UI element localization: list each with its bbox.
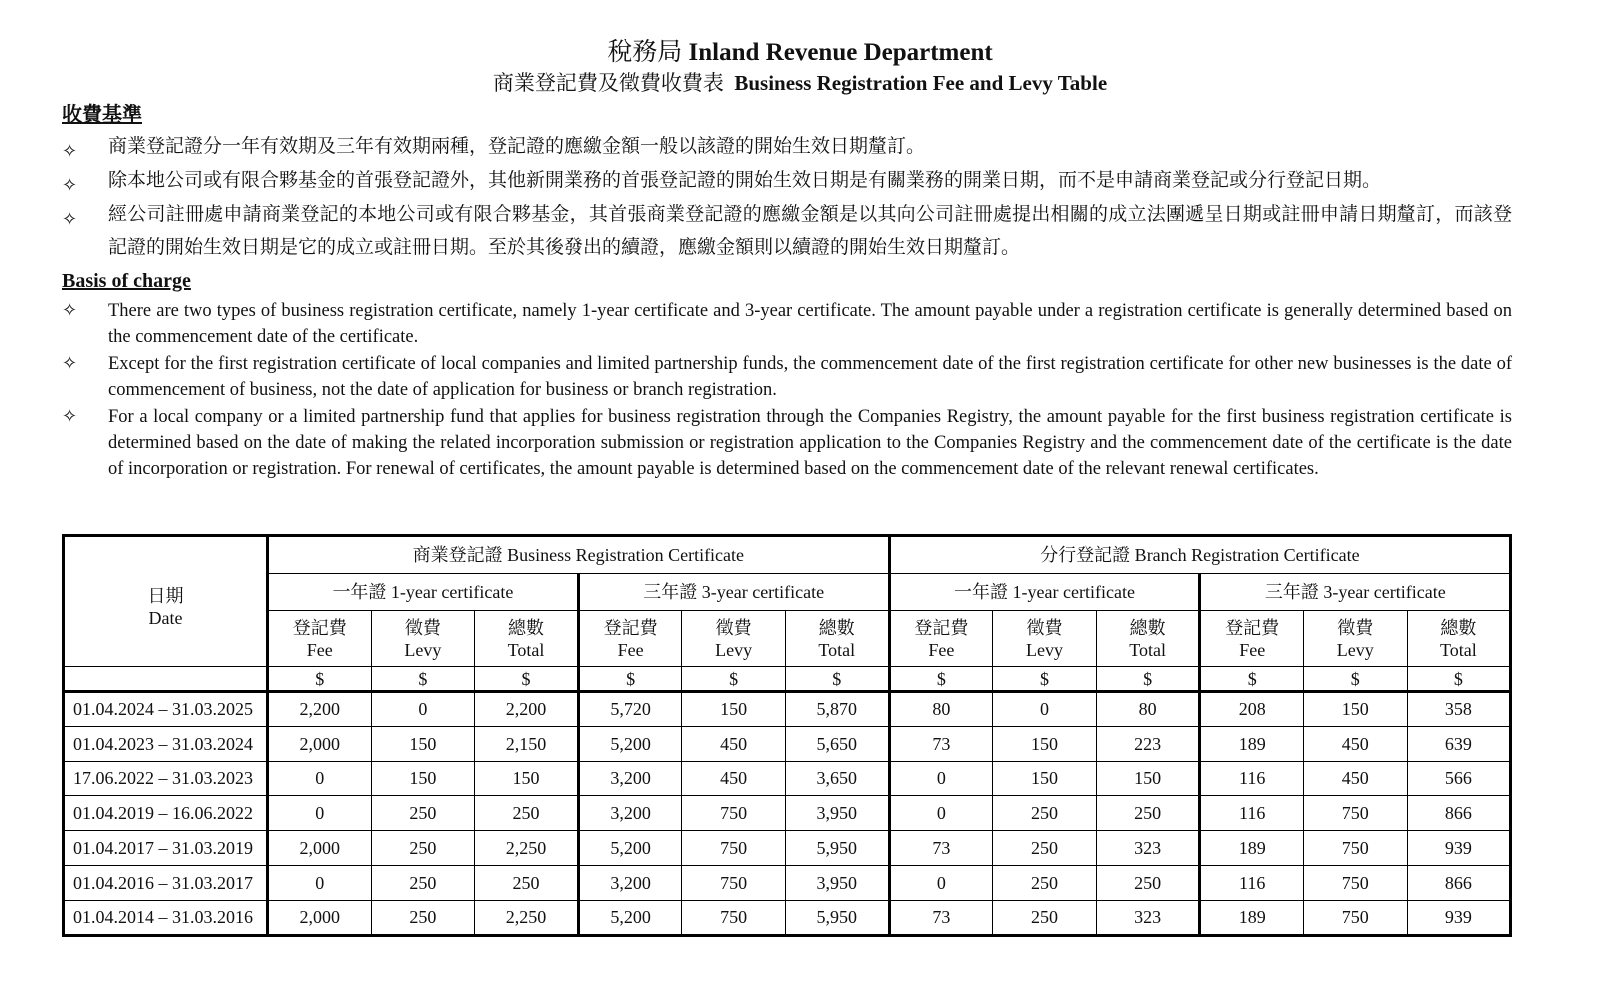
basis-text-en: There are two types of business registration certificate, namely 1-year certificate and 3-year certificate. The amount payable under a registration certificate is generally determined based on the commencement date of the certificate. xyxy=(108,301,1512,347)
amount-cell: 866 xyxy=(1407,796,1511,831)
subgroup-header: 一年證 1-year certificate xyxy=(889,574,1200,611)
subtitle-cn: 商業登記費及徵費收費表 xyxy=(492,71,724,95)
amount-cell: 250 xyxy=(993,865,1097,900)
column-header-cn: 登記費 xyxy=(603,617,658,638)
table-row xyxy=(64,761,1511,796)
four-point-star-icon: ✧ xyxy=(62,209,78,230)
basis-text-en: Except for the first registration certificate of local companies and limited partnership funds, the commencement date of the first registration certificate for other new businesses is the date of commencement of business, not the date of application for business or branch registration. xyxy=(108,354,1512,400)
amount-cell: 250 xyxy=(371,865,475,900)
column-header-en: Total xyxy=(1440,639,1477,660)
amount-cell: 750 xyxy=(682,796,786,831)
amount-cell: 5,650 xyxy=(785,726,889,761)
basis-list-en xyxy=(62,298,1512,483)
basis-item-cn xyxy=(62,164,1512,197)
amount-cell: 150 xyxy=(371,726,475,761)
amount-cell: 2,200 xyxy=(268,692,372,727)
amount-cell: 223 xyxy=(1096,726,1200,761)
column-header-cn: 總數 xyxy=(1440,617,1477,638)
column-header-total xyxy=(475,611,579,667)
four-point-star-icon: ✧ xyxy=(62,175,78,196)
amount-cell: 2,150 xyxy=(475,726,579,761)
amount-cell: 5,200 xyxy=(578,900,682,935)
amount-cell: 5,200 xyxy=(578,831,682,866)
amount-cell: 150 xyxy=(475,761,579,796)
page-subtitle xyxy=(0,70,1600,96)
currency-symbol: $ xyxy=(682,667,786,692)
amount-cell: 3,950 xyxy=(785,796,889,831)
amount-cell: 250 xyxy=(475,865,579,900)
column-header-en: Fee xyxy=(306,639,333,660)
column-header-fee xyxy=(268,611,372,667)
amount-cell: 3,650 xyxy=(785,761,889,796)
amount-cell: 250 xyxy=(993,796,1097,831)
amount-cell: 939 xyxy=(1407,900,1511,935)
amount-cell: 73 xyxy=(889,831,993,866)
amount-cell: 2,000 xyxy=(268,900,372,935)
amount-cell: 450 xyxy=(1303,761,1407,796)
amount-cell: 323 xyxy=(1096,831,1200,866)
currency-symbol: $ xyxy=(1096,667,1200,692)
title-en: Inland Revenue Department xyxy=(688,39,993,66)
date-header-cn: 日期 xyxy=(147,585,184,606)
amount-cell: 150 xyxy=(993,726,1097,761)
basis-heading-en: Basis of charge xyxy=(62,270,191,292)
amount-cell: 0 xyxy=(268,796,372,831)
basis-text-cn: 商業登記證分一年有效期及三年有效期兩種，登記證的應繳金額一般以該證的開始生效日期釐訂。 xyxy=(108,136,926,157)
amount-cell: 150 xyxy=(1096,761,1200,796)
amount-cell: 250 xyxy=(371,900,475,935)
column-header-cn: 徵費 xyxy=(715,617,752,638)
amount-cell: 116 xyxy=(1200,796,1304,831)
column-header-cn: 徵費 xyxy=(1026,617,1063,638)
currency-symbol: $ xyxy=(993,667,1097,692)
basis-text-en: For a local company or a limited partnership fund that applies for business registration through the Companies Registry, the amount payable for the first business registration certificate is determined based on the date of making the related incorporation submission or registration application to the Companies Registry and the commencement date of the certificate is the date of incorporation or registration. For renewal of certificates, the amount payable is determined based on the commencement date of the relevant renewal certificates. xyxy=(108,407,1512,479)
amount-cell: 939 xyxy=(1407,831,1511,866)
amount-cell: 250 xyxy=(475,796,579,831)
subtitle-en: Business Registration Fee and Levy Table xyxy=(734,71,1108,95)
column-header-en: Levy xyxy=(1026,639,1063,660)
amount-cell: 3,950 xyxy=(785,865,889,900)
column-header-total xyxy=(785,611,889,667)
amount-cell: 5,200 xyxy=(578,726,682,761)
amount-cell: 750 xyxy=(682,865,786,900)
column-header-total xyxy=(1407,611,1511,667)
table-row xyxy=(64,900,1511,935)
amount-cell: 2,000 xyxy=(268,726,372,761)
currency-symbol: $ xyxy=(1407,667,1511,692)
amount-cell: 2,250 xyxy=(475,831,579,866)
amount-cell: 0 xyxy=(371,692,475,727)
basis-item-cn xyxy=(62,130,1512,163)
basis-text-cn: 除本地公司或有限合夥基金的首張登記證外，其他新開業務的首張登記證的開始生效日期是有關業務的開業日期，而不是申請商業登記或分行登記日期。 xyxy=(108,170,1382,191)
subgroup-header: 三年證 3-year certificate xyxy=(1200,574,1511,611)
basis-list-cn xyxy=(62,130,1512,265)
currency-symbol: $ xyxy=(785,667,889,692)
amount-cell: 639 xyxy=(1407,726,1511,761)
amount-cell: 150 xyxy=(1303,692,1407,727)
amount-cell: 150 xyxy=(682,692,786,727)
amount-cell: 2,000 xyxy=(268,831,372,866)
amount-cell: 80 xyxy=(889,692,993,727)
currency-symbol: $ xyxy=(1200,667,1304,692)
amount-cell: 5,720 xyxy=(578,692,682,727)
currency-symbol: $ xyxy=(578,667,682,692)
amount-cell: 0 xyxy=(889,796,993,831)
column-header-en: Total xyxy=(818,639,856,660)
amount-cell: 0 xyxy=(889,865,993,900)
column-header-en: Fee xyxy=(617,639,644,660)
column-header-cn: 徵費 xyxy=(404,617,441,638)
fee-levy-table xyxy=(62,534,1512,937)
date-range-cell: 01.04.2014 – 31.03.2016 xyxy=(64,900,268,935)
page-title xyxy=(0,38,1600,68)
column-header-levy xyxy=(993,611,1097,667)
column-header-en: Levy xyxy=(1336,639,1374,660)
basis-item-cn xyxy=(62,198,1512,264)
column-header-en: Total xyxy=(1129,639,1166,660)
column-header-cn: 徵費 xyxy=(1337,617,1374,638)
date-range-cell: 01.04.2023 – 31.03.2024 xyxy=(64,726,268,761)
column-header-en: Fee xyxy=(1239,639,1266,660)
amount-cell: 0 xyxy=(889,761,993,796)
amount-cell: 2,250 xyxy=(475,900,579,935)
amount-cell: 566 xyxy=(1407,761,1511,796)
amount-cell: 250 xyxy=(371,796,475,831)
column-header-fee xyxy=(578,611,682,667)
currency-symbol: $ xyxy=(475,667,579,692)
column-header-en: Fee xyxy=(928,639,955,660)
column-header-fee xyxy=(1200,611,1304,667)
date-header-en: Date xyxy=(148,607,183,628)
table-row xyxy=(64,692,1511,727)
amount-cell: 250 xyxy=(1096,796,1200,831)
amount-cell: 750 xyxy=(682,831,786,866)
group-header-business: 商業登記證 Business Registration Certificate xyxy=(268,536,890,574)
table-row xyxy=(64,796,1511,831)
amount-cell: 3,200 xyxy=(578,761,682,796)
amount-cell: 189 xyxy=(1200,900,1304,935)
group-header-branch: 分行登記證 Branch Registration Certificate xyxy=(889,536,1511,574)
amount-cell: 323 xyxy=(1096,900,1200,935)
amount-cell: 5,950 xyxy=(785,900,889,935)
date-range-cell: 01.04.2017 – 31.03.2019 xyxy=(64,831,268,866)
amount-cell: 0 xyxy=(268,761,372,796)
column-header-en: Levy xyxy=(404,639,442,660)
column-header-en: Levy xyxy=(715,639,753,660)
amount-cell: 73 xyxy=(889,900,993,935)
amount-cell: 116 xyxy=(1200,761,1304,796)
amount-cell: 750 xyxy=(1303,831,1407,866)
date-currency-spacer xyxy=(64,667,268,692)
basis-text-cn: 經公司註冊處申請商業登記的本地公司或有限合夥基金，其首張商業登記證的應繳金額是以其向公司註冊處提出相關的成立法團遞呈日期或註冊申請日期釐訂，而該登記證的開始生效日期是它的成立或註冊日期。至於其後發出的續證，應繳金額則以續證的開始生效日期釐訂。 xyxy=(108,204,1512,258)
column-header-levy xyxy=(371,611,475,667)
currency-symbol: $ xyxy=(268,667,372,692)
subgroup-header: 一年證 1-year certificate xyxy=(268,574,579,611)
table-row xyxy=(64,865,1511,900)
amount-cell: 750 xyxy=(1303,796,1407,831)
amount-cell: 150 xyxy=(371,761,475,796)
amount-cell: 2,200 xyxy=(475,692,579,727)
amount-cell: 250 xyxy=(1096,865,1200,900)
amount-cell: 208 xyxy=(1200,692,1304,727)
currency-symbol: $ xyxy=(371,667,475,692)
amount-cell: 250 xyxy=(371,831,475,866)
column-header-cn: 登記費 xyxy=(1225,617,1280,638)
four-point-star-icon: ✧ xyxy=(62,141,78,162)
column-header-fee xyxy=(889,611,993,667)
date-range-cell: 17.06.2022 – 31.03.2023 xyxy=(64,761,268,796)
amount-cell: 0 xyxy=(268,865,372,900)
date-range-cell: 01.04.2016 – 31.03.2017 xyxy=(64,865,268,900)
basis-item-en xyxy=(62,404,1512,482)
date-header xyxy=(64,536,268,667)
subgroup-header: 三年證 3-year certificate xyxy=(578,574,889,611)
amount-cell: 750 xyxy=(1303,865,1407,900)
basis-item-en xyxy=(62,351,1512,403)
amount-cell: 750 xyxy=(682,900,786,935)
basis-item-en xyxy=(62,298,1512,350)
amount-cell: 5,870 xyxy=(785,692,889,727)
amount-cell: 866 xyxy=(1407,865,1511,900)
date-range-cell: 01.04.2024 – 31.03.2025 xyxy=(64,692,268,727)
four-point-star-icon: ✧ xyxy=(62,406,78,427)
four-point-star-icon: ✧ xyxy=(62,353,78,374)
amount-cell: 450 xyxy=(682,726,786,761)
amount-cell: 80 xyxy=(1096,692,1200,727)
date-range-cell: 01.04.2019 – 16.06.2022 xyxy=(64,796,268,831)
amount-cell: 450 xyxy=(682,761,786,796)
amount-cell: 5,950 xyxy=(785,831,889,866)
amount-cell: 150 xyxy=(993,761,1097,796)
column-header-total xyxy=(1096,611,1200,667)
amount-cell: 358 xyxy=(1407,692,1511,727)
title-cn: 稅務局 xyxy=(607,39,683,66)
amount-cell: 189 xyxy=(1200,726,1304,761)
column-header-en: Total xyxy=(507,639,545,660)
column-header-levy xyxy=(1303,611,1407,667)
amount-cell: 750 xyxy=(1303,900,1407,935)
column-header-levy xyxy=(682,611,786,667)
amount-cell: 250 xyxy=(993,831,1097,866)
amount-cell: 450 xyxy=(1303,726,1407,761)
amount-cell: 250 xyxy=(993,900,1097,935)
amount-cell: 3,200 xyxy=(578,865,682,900)
amount-cell: 189 xyxy=(1200,831,1304,866)
basis-heading-cn: 收費基準 xyxy=(62,104,142,126)
column-header-cn: 總數 xyxy=(1129,617,1166,638)
table-row xyxy=(64,726,1511,761)
amount-cell: 116 xyxy=(1200,865,1304,900)
column-header-cn: 總數 xyxy=(818,617,855,638)
four-point-star-icon: ✧ xyxy=(62,300,78,321)
currency-symbol: $ xyxy=(1303,667,1407,692)
table-row xyxy=(64,831,1511,866)
column-header-cn: 總數 xyxy=(507,617,544,638)
column-header-cn: 登記費 xyxy=(914,617,969,638)
amount-cell: 73 xyxy=(889,726,993,761)
amount-cell: 3,200 xyxy=(578,796,682,831)
column-header-cn: 登記費 xyxy=(292,617,347,638)
amount-cell: 0 xyxy=(993,692,1097,727)
currency-symbol: $ xyxy=(889,667,993,692)
